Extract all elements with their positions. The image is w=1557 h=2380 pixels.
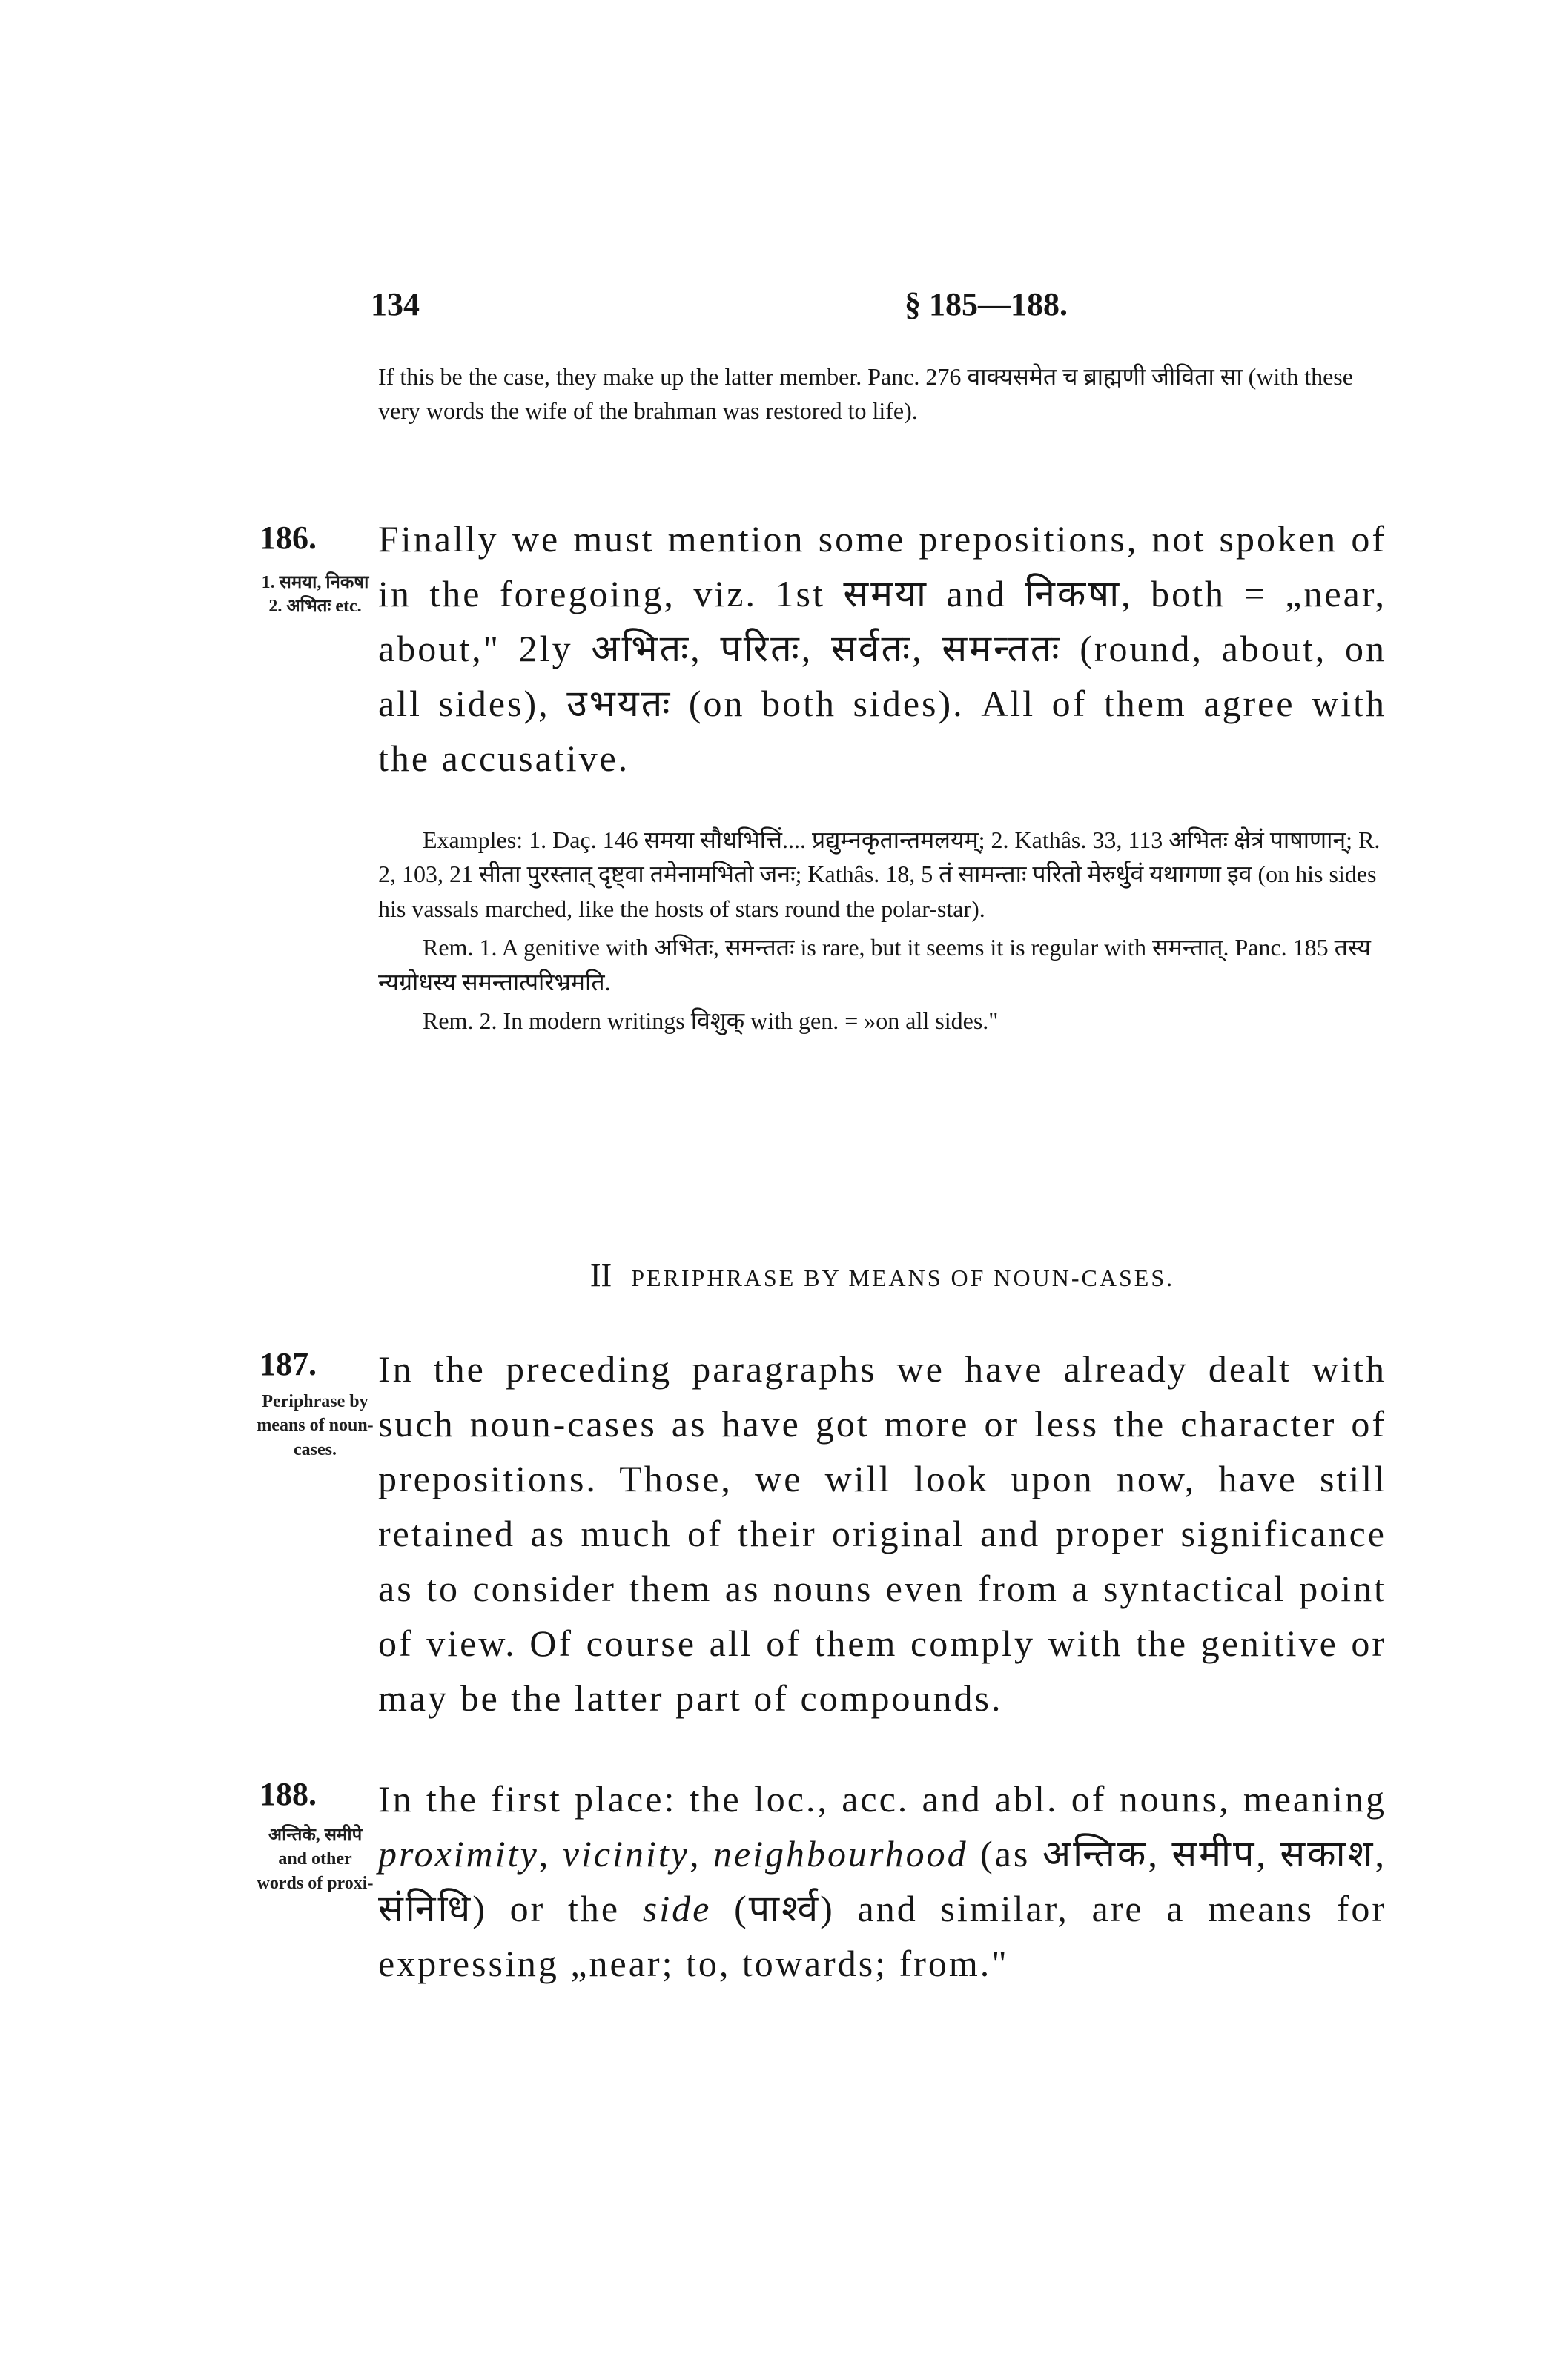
remark-2: Rem. 2. In modern writings विशुक् with gen. = »on all sides."	[423, 1007, 999, 1034]
p188-text-c: (पार्श्व) and similar, are a means for expressing „near; to, towards; from."	[378, 1888, 1386, 1984]
paragraph-188-text	[378, 1771, 1386, 1991]
term-proximity: proximity	[378, 1833, 539, 1875]
page-number: 134	[371, 286, 420, 322]
paragraph-188	[378, 1771, 1386, 1991]
margin-note-186: 1. समया, निकषा 2. अभितः etc.	[261, 573, 369, 617]
examples-text: Examples: 1. Daç. 146 समया सौधभित्तिं.... प्रद्युम्नकृतान्तमलयम्; 2. Kathâs. 33, 113 अभितः क्षेत्रं पाषाणान्; R. 2, 103, 21 सीता पुरस्तात् दृष्ट्वा तमेनामभितो जनः; Kathâs. 18, 5 तं सामन्ताः परितो मेरुर्धुवं यथागणा इव (on his sides his vassals marched, like the hosts of stars round the polar-star).	[378, 826, 1381, 922]
paragraph-number-187: 187.	[260, 1346, 317, 1382]
term-side: side	[642, 1888, 712, 1929]
p188-comma-1: ,	[538, 1833, 551, 1875]
examples-186	[378, 823, 1386, 1038]
margin-note-188: अन्तिके, समीपे and other words of proxi-	[257, 1826, 374, 1893]
p188-text-a: In the first place: the loc., acc. and abl. of nouns, meaning	[378, 1778, 1386, 1820]
paragraph-187-text: In the preceding paragraphs we have already dealt with such noun-cases as have got more or less the character of prepositions. Those, we will look upon now, have still retained as much of their original and proper significance as to consider them as nouns even from a syntactical point of view. Of course all of them comply with the genitive or may be the latter part of compounds.	[378, 1348, 1386, 1719]
section-title: PERIPHRASE BY MEANS OF NOUN-CASES.	[631, 1264, 1175, 1291]
running-header	[371, 285, 1386, 345]
p188-text-b: (as अन्तिक, समीप, सकाश, संनिधि) or the	[378, 1833, 1387, 1929]
term-vicinity: vicinity	[562, 1833, 690, 1875]
margin-note-187: Periphrase by means of noun-cases.	[257, 1392, 374, 1459]
paragraph-number-186: 186.	[260, 520, 317, 556]
remark-1: Rem. 1. A genitive with अभितः, समन्ततः is rare, but it seems it is regular with समन्तात्. Panc. 185 तस्य न्यग्रोधस्य समन्तात्परिभ्रमति.	[378, 934, 1371, 995]
paragraph-186	[378, 511, 1386, 786]
paragraph-number-188: 188.	[260, 1776, 317, 1812]
continuation-paragraph	[378, 359, 1386, 428]
section-heading	[378, 1256, 1386, 1294]
section-reference: § 185—188.	[905, 286, 1068, 322]
term-neighbourhood: neighbourhood	[713, 1833, 968, 1875]
paragraph-187	[378, 1342, 1386, 1726]
p188-comma-2: ,	[689, 1833, 701, 1875]
paragraph-186-text: Finally we must mention some prepositions, not spoken of in the foregoing, viz. 1st समया and निकषा, both = „near, about," 2ly अभितः, परितः, सर्वतः, समन्ततः (round, about, on all sides), उभयतः (on both sides). All of them agree with the accusative.	[378, 518, 1386, 779]
continuation-text: If this be the case, they make up the latter member. Panc. 276 वाक्यसमेत च ब्राह्मणी जीविता सा (with these very words the wife of the brahman was restored to life).	[378, 363, 1353, 425]
section-roman-numeral: II	[589, 1257, 612, 1293]
